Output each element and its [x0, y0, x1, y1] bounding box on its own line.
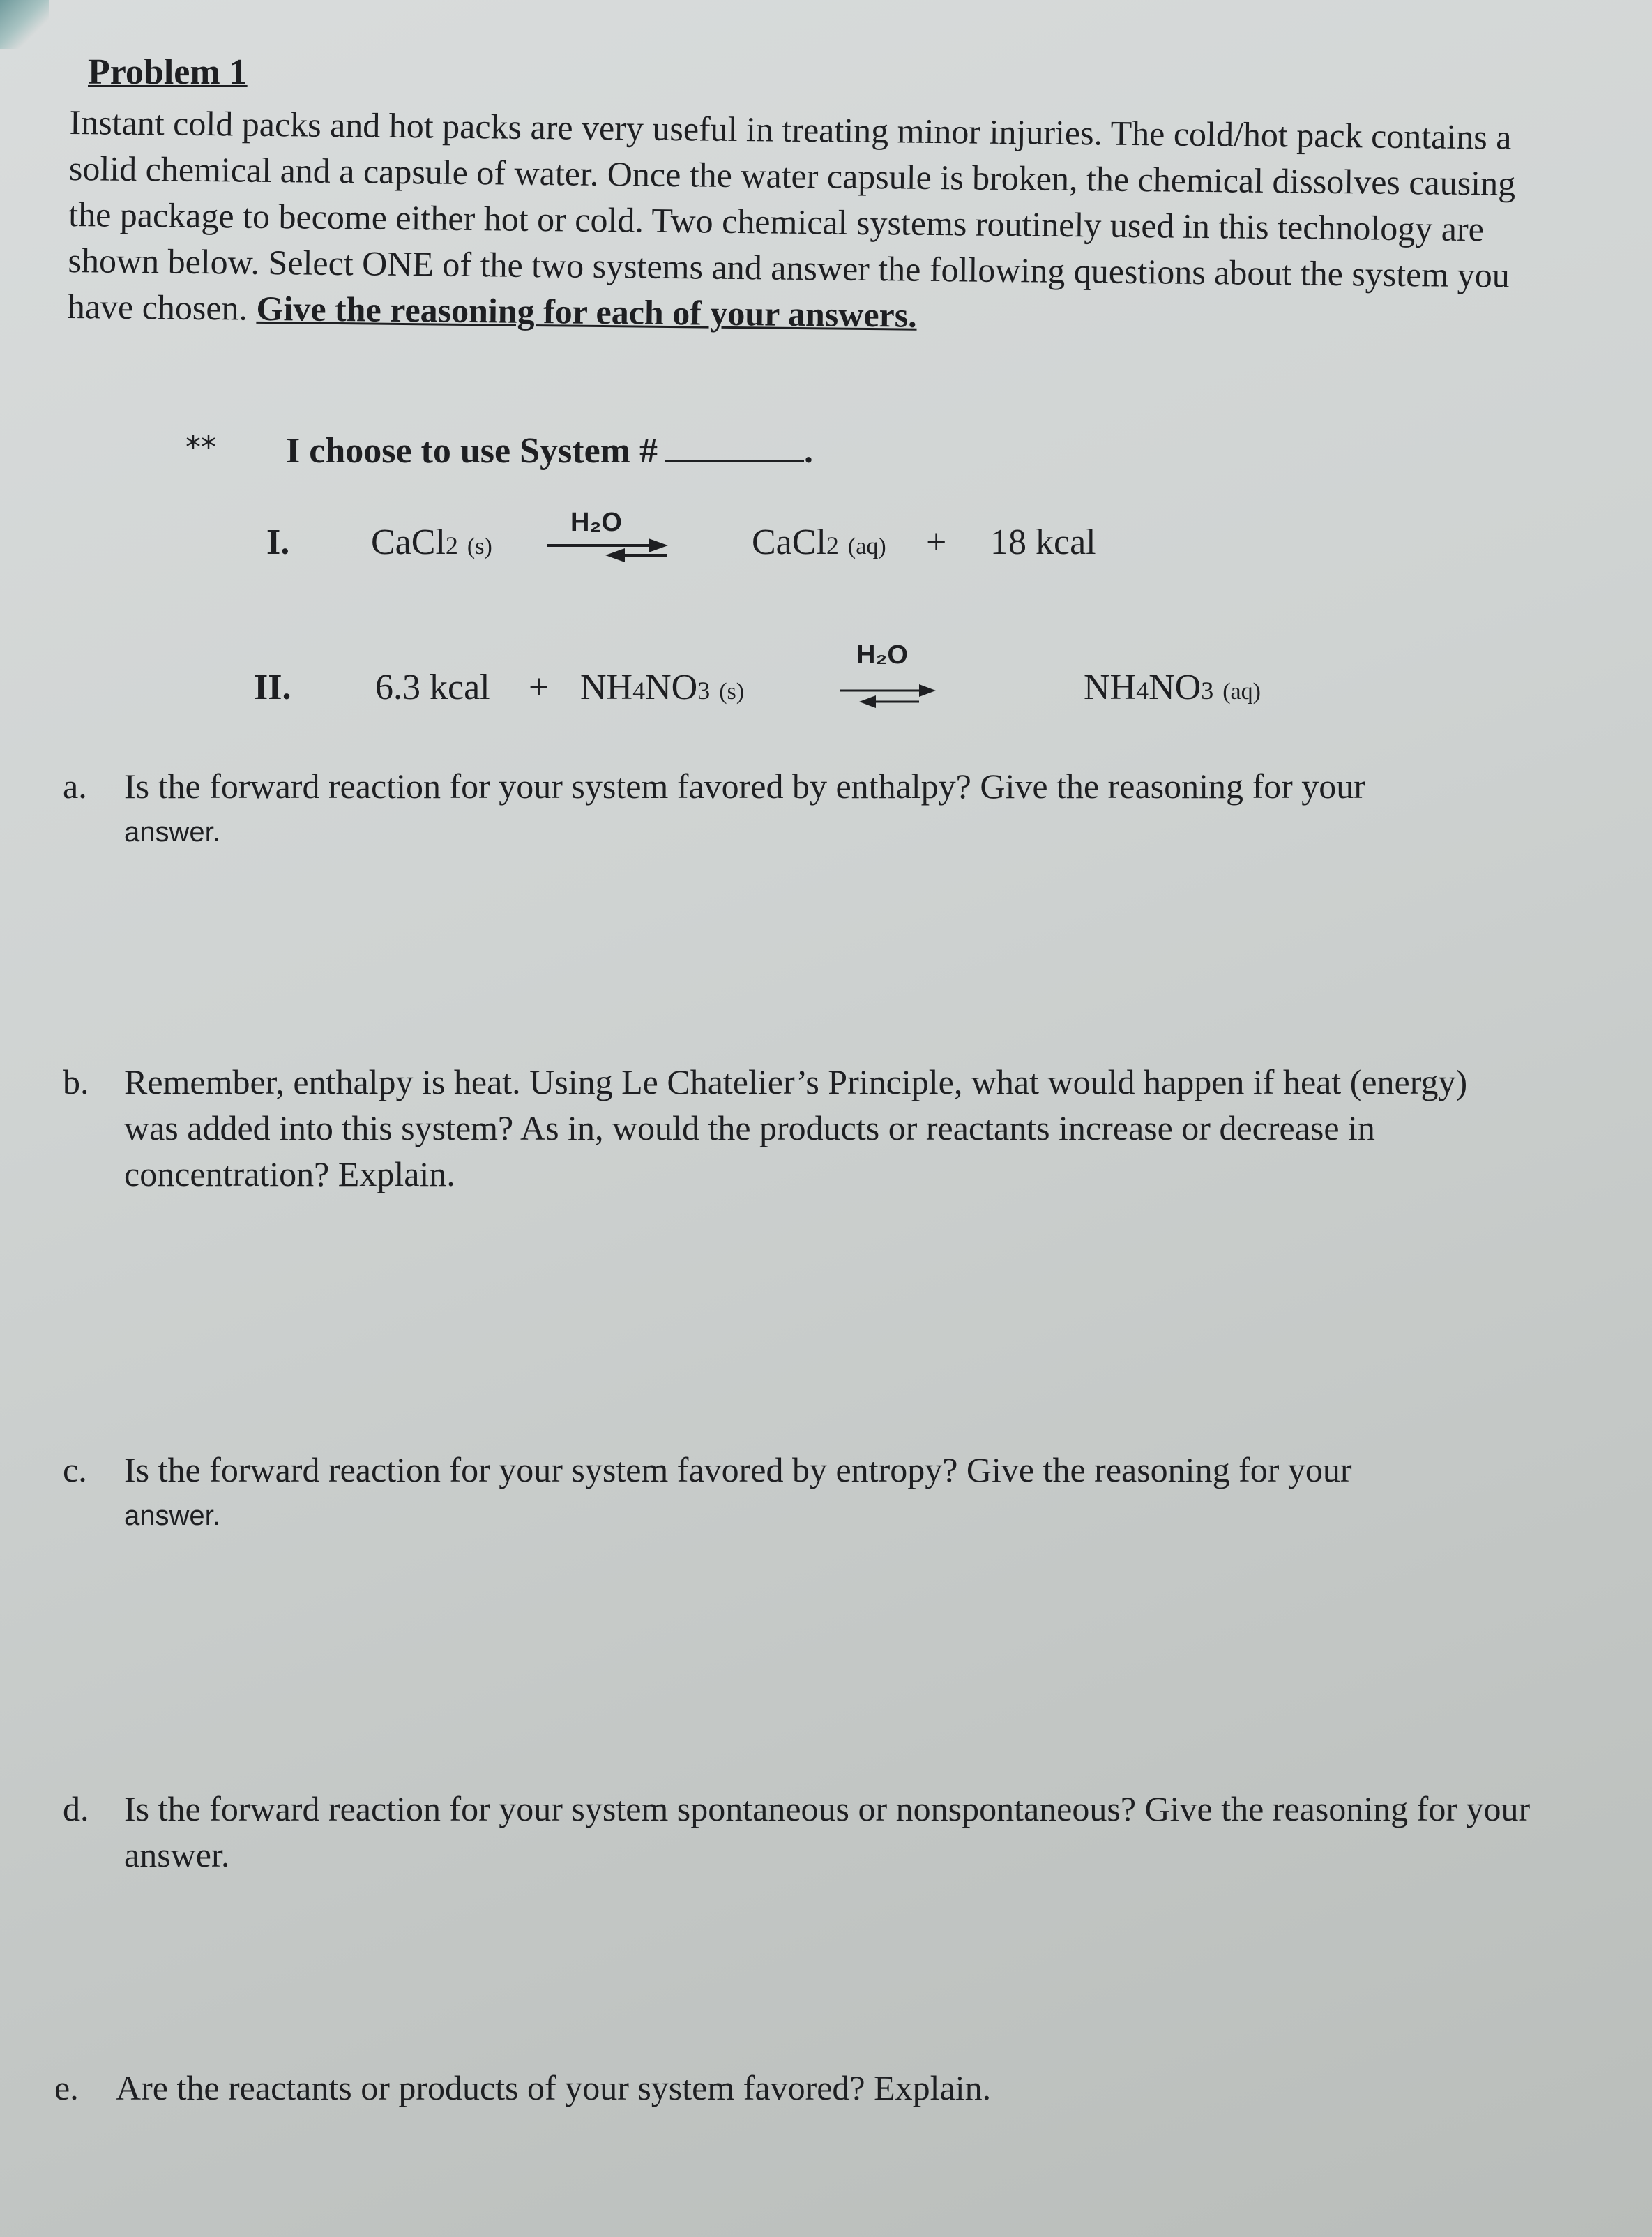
system-1-plus: +: [926, 522, 947, 562]
question-d-label: d.: [63, 1789, 89, 1828]
reactant-state: (s): [719, 679, 745, 705]
question-d: [63, 1786, 1589, 1878]
product-state: (aq): [1222, 679, 1261, 705]
question-e: [54, 2065, 1510, 2111]
page-corner-shadow: [0, 0, 49, 49]
choice-prompt-text: I choose to use System #: [286, 431, 658, 471]
reactant-subscript: 2: [445, 532, 458, 559]
question-a: [63, 763, 1547, 855]
reactant-formula: CaCl: [371, 522, 446, 562]
question-a-text: Is the forward reaction for your system favored by enthalpy? Give the reasoning for your: [124, 767, 1365, 806]
product-subscript-a: 4: [1136, 677, 1149, 705]
system-1-numeral: I.: [266, 522, 290, 562]
intro-text: Instant cold packs and hot packs are very useful in treating minor injuries. The cold/hot pack contains a solid chemical and a capsule of water. Once the water capsule is broken, the chemical dissolves causing the package to become either hot or cold. Two chemical systems routinely used in this technology are shown below. Select ONE of the two systems and answer the following questions about the system you have chosen.: [67, 102, 1516, 328]
question-c-text-continued: answer.: [124, 1500, 220, 1531]
intro-emphasis: Give the reasoning for each of your answers.: [256, 288, 918, 335]
question-c: [63, 1447, 1561, 1539]
reactant-state: (s): [467, 534, 492, 559]
system-1-reactant: [371, 522, 492, 563]
question-b: [63, 1059, 1519, 1197]
product-state: (aq): [847, 534, 886, 559]
product-formula-a: NH: [1084, 668, 1137, 707]
asterisks: **: [185, 430, 216, 465]
product-subscript: 2: [826, 532, 839, 559]
system-2-plus: +: [529, 668, 550, 707]
question-d-text: Is the forward reaction for your system spontaneous or nonspontaneous? Give the reasoning for your answer.: [124, 1789, 1531, 1874]
system-2-product: [1084, 667, 1261, 708]
reactant-subscript-b: 3: [697, 677, 711, 705]
question-b-label: b.: [63, 1062, 89, 1101]
system-1-product: [752, 522, 886, 563]
product-subscript-b: 3: [1201, 677, 1214, 705]
question-c-label: c.: [63, 1450, 87, 1489]
choice-period: .: [803, 431, 813, 471]
question-a-text-continued: answer.: [124, 817, 220, 848]
system-2-numeral: II.: [254, 668, 291, 707]
question-b-text: Remember, enthalpy is heat. Using Le Chatelier’s Principle, what would happen if heat (energy) was added into this system? As in, would the products or reactants increase or decrease in concentration? Explain.: [124, 1062, 1468, 1193]
reactant-subscript-a: 4: [632, 677, 646, 705]
problem-title: Problem 1: [88, 52, 248, 92]
question-e-label: e.: [54, 2068, 79, 2107]
product-formula-b: NO: [1149, 668, 1202, 707]
problem-intro: [68, 99, 1562, 345]
system-choice-prompt: [286, 425, 813, 472]
system-number-blank[interactable]: [665, 425, 804, 462]
question-e-text: Are the reactants or products of your system favored? Explain.: [116, 2068, 992, 2107]
reactant-formula-b: NO: [645, 668, 698, 707]
reactant-formula-a: NH: [580, 668, 633, 707]
system-2-arrow-label: H₂O: [856, 640, 908, 670]
question-c-text: Is the forward reaction for your system favored by entropy? Give the reasoning for your: [124, 1450, 1352, 1489]
system-2-equilibrium-arrow-icon: [837, 682, 941, 713]
system-1-energy: 18 kcal: [990, 522, 1096, 562]
question-a-label: a.: [63, 767, 87, 806]
system-1-equilibrium-arrow-icon: [544, 537, 669, 565]
system-2-energy: 6.3 kcal: [375, 668, 490, 707]
product-formula: CaCl: [752, 522, 826, 562]
system-2-reactant: [580, 667, 744, 708]
system-1-arrow-label: H₂O: [570, 508, 622, 537]
